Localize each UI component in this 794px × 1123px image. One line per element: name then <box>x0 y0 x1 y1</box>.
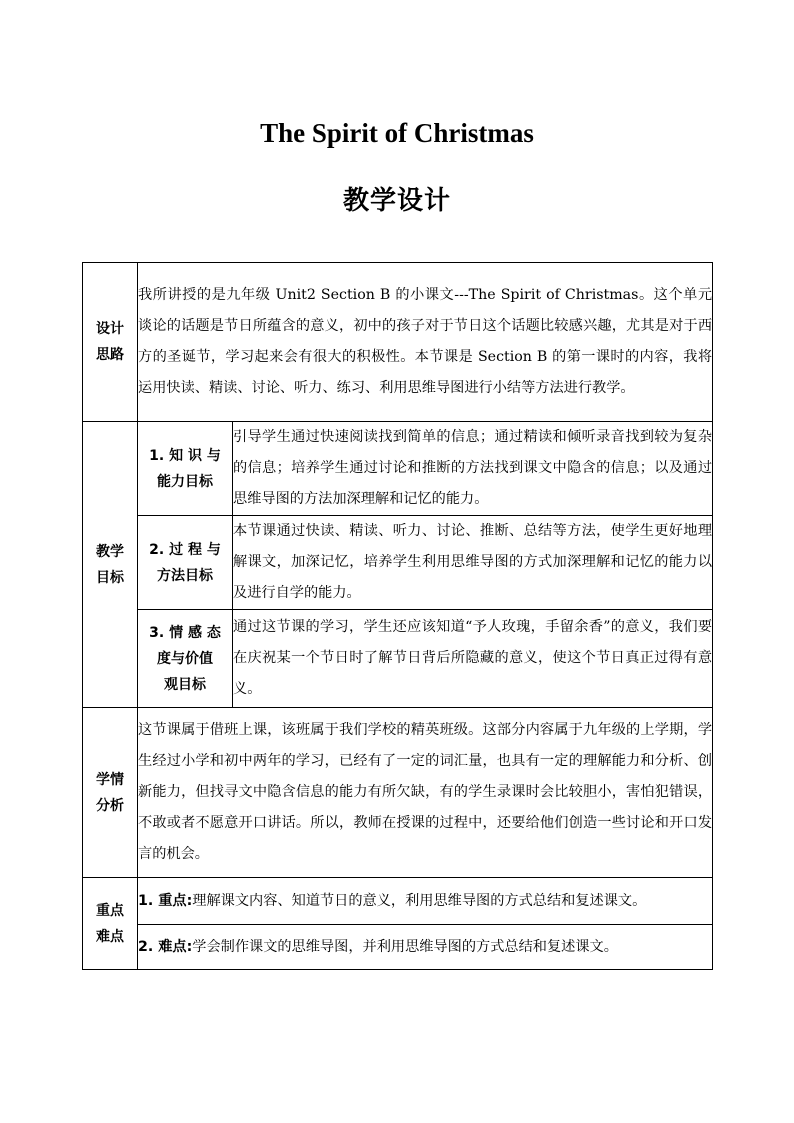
goal-label-emotion-line2: 度与价值 <box>157 650 213 667</box>
goal-label-knowledge <box>138 422 233 516</box>
key-point-cell <box>138 878 713 925</box>
analysis-text: 这节课属于借班上课，该班属于我们学校的精英班级。这部分内容属于九年级的上学期，学生经过小学和初中两年的学习，已经有了一定的词汇量，也具有一定的理解能力和分析、创新能力，但找寻文中隐含信息的能力有所欠缺，有的学生录课时会比较胆小，害怕犯错误，不敢或者不愿意开口讲话。所以，教师在授课的过程中，还要给他们创造一些讨论和开口发言的机会。 <box>138 708 713 878</box>
goal-label-emotion-line1: 3. 情 感 态 <box>149 624 221 641</box>
design-label-line2: 思路 <box>96 347 124 363</box>
goal-row-process <box>83 516 713 610</box>
analysis-row <box>83 708 713 878</box>
focus-label <box>83 878 138 970</box>
goal-text-knowledge: 引导学生通过快速阅读找到简单的信息；通过精读和倾听录音找到较为复杂的信息；培养学生通过讨论和推断的方法找到课文中隐含的信息；以及通过思维导图的方法加深理解和记忆的能力。 <box>233 422 713 516</box>
document-subtitle: 教学设计 <box>342 186 451 216</box>
goal-label-emotion-line3: 观目标 <box>164 676 206 693</box>
goal-label-process-line2: 方法目标 <box>157 567 213 584</box>
focus-label-line1: 重点 <box>96 902 124 919</box>
difficult-point-cell <box>138 925 713 970</box>
document-title: The Spirit of Christmas <box>260 118 534 148</box>
goal-label-knowledge-line2: 能力目标 <box>157 473 213 490</box>
goals-label <box>83 422 138 708</box>
key-point-row <box>83 878 713 925</box>
focus-label-line2: 难点 <box>96 928 124 945</box>
difficult-point-label: 2. 难点: <box>138 938 193 955</box>
analysis-label <box>83 708 138 878</box>
goals-label-line1: 教学 <box>96 543 124 560</box>
goal-text-emotion: 通过这节课的学习，学生还应该知道“予人玫瑰，手留余香”的意义，我们要在庆祝某一个节日时了解节日背后所隐藏的意义，使这个节日真正过得有意义。 <box>233 610 713 708</box>
goal-label-knowledge-line1: 1. 知 识 与 <box>149 447 221 464</box>
difficult-point-row <box>83 925 713 970</box>
analysis-label-line1: 学情 <box>96 771 124 788</box>
design-label <box>83 263 138 422</box>
analysis-label-line2: 分析 <box>96 797 124 814</box>
difficult-point-text: 学会制作课文的思维导图，并利用思维导图的方式总结和复述课文。 <box>192 938 618 955</box>
goal-label-process-line1: 2. 过 程 与 <box>149 541 221 558</box>
goal-label-emotion <box>138 610 233 708</box>
goal-row-knowledge <box>83 422 713 516</box>
goal-label-process <box>138 516 233 610</box>
design-text: 我所讲授的是九年级 Unit2 Section B 的小课文---The Spirit of Christmas。这个单元谈论的话题是节日所蕴含的意义，初中的孩子对于节日这个话题比较感兴趣，尤其是对于西方的圣诞节，学习起来会有很大的积极性。本节课是 Section B 的第一课时的内容，我将运用快读、精读、讨论、听力、练习、利用思维导图进行小结等方法进行教学。 <box>138 263 713 422</box>
goal-row-emotion <box>83 610 713 708</box>
lesson-plan-table <box>82 262 713 970</box>
design-row <box>83 263 713 422</box>
design-label-line1: 设计 <box>96 321 124 337</box>
key-point-label: 1. 重点: <box>138 892 193 909</box>
key-point-text: 理解课文内容、知道节日的意义，利用思维导图的方式总结和复述课文。 <box>192 892 647 909</box>
goals-label-line2: 目标 <box>96 569 124 586</box>
goal-text-process: 本节课通过快读、精读、听力、讨论、推断、总结等方法，使学生更好地理解课文，加深记忆，培养学生利用思维导图的方式加深理解和记忆的能力以及进行自学的能力。 <box>233 516 713 610</box>
